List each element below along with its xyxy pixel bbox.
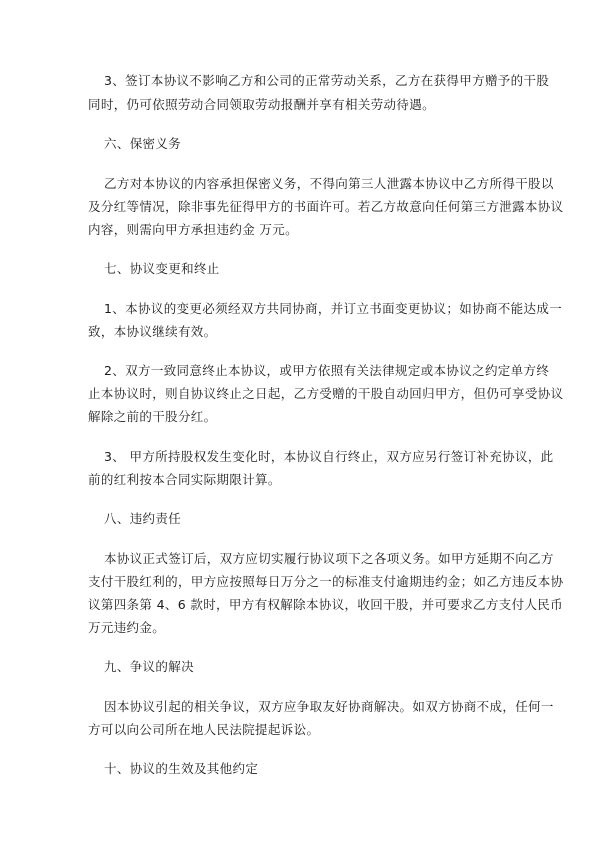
confidentiality-line-3: 内容，则需向甲方承担违约金 万元。 <box>88 222 298 237</box>
disputes-line-1: 因本协议引起的相关争议，双方应争取友好协商解决。如双方协商不成，任何一 <box>104 699 554 714</box>
disputes-line-2: 方可以向公司所在地人民法院提起诉讼。 <box>88 722 320 737</box>
confidentiality-line-2: 及分红等情况，除非事先征得甲方的书面许可。若乙方故意向任何第三方泄露本协议 <box>88 199 564 214</box>
amendment-2-line-3: 解除之前的干股分红。 <box>88 409 217 424</box>
liability-line-3: 议第四条第 4、6 款时，甲方有权解除本协议，收回干股，并可要求乙方支付人民币 <box>88 597 564 612</box>
clause-5-3-line-2: 同时，仍可依照劳动合同领取劳动报酬并享有相关劳动待遇。 <box>88 97 435 112</box>
liability-line-4: 万元违约金。 <box>88 620 166 635</box>
liability-line-2: 支付干股红利的，甲方应按照每日万分之一的标准支付逾期违约金；如乙方违反本协 <box>88 574 564 589</box>
amendment-1-line-2: 致，本协议继续有效。 <box>88 324 217 339</box>
confidentiality-line-1: 乙方对本协议的内容承担保密义务，不得向第三人泄露本协议中乙方所得干股以 <box>104 176 554 191</box>
section-heading-amendment: 七、协议变更和终止 <box>104 261 220 276</box>
amendment-3-line-1: 3、 甲方所持股权发生变化时，本协议自行终止，双方应另行签订补充协议，此 <box>104 449 554 464</box>
amendment-1-line-1: 1、本协议的变更必须经双方共同协商，并订立书面变更协议；如协商不能达成一 <box>104 301 563 316</box>
section-heading-confidentiality: 六、保密义务 <box>104 136 182 151</box>
amendment-3-line-2: 前的红利按本合同实际期限计算。 <box>88 472 281 487</box>
section-heading-effectiveness: 十、协议的生效及其他约定 <box>104 761 259 776</box>
amendment-2-line-2: 止本协议时，则自协议终止之日起，乙方受赠的干股自动回归甲方，但仍可享受协议 <box>88 386 564 401</box>
section-heading-liability: 八、违约责任 <box>104 511 182 526</box>
liability-line-1: 本协议正式签订后，双方应切实履行协议项下之各项义务。如甲方延期不向乙方 <box>104 551 554 566</box>
clause-5-3-line-1: 3、签订本协议不影响乙方和公司的正常劳动关系，乙方在获得甲方赠予的干股 <box>104 73 550 88</box>
amendment-2-line-1: 2、双方一致同意终止本协议，或甲方依照有关法律规定或本协议之约定单方终 <box>104 363 550 378</box>
section-heading-disputes: 九、争议的解决 <box>104 659 194 674</box>
